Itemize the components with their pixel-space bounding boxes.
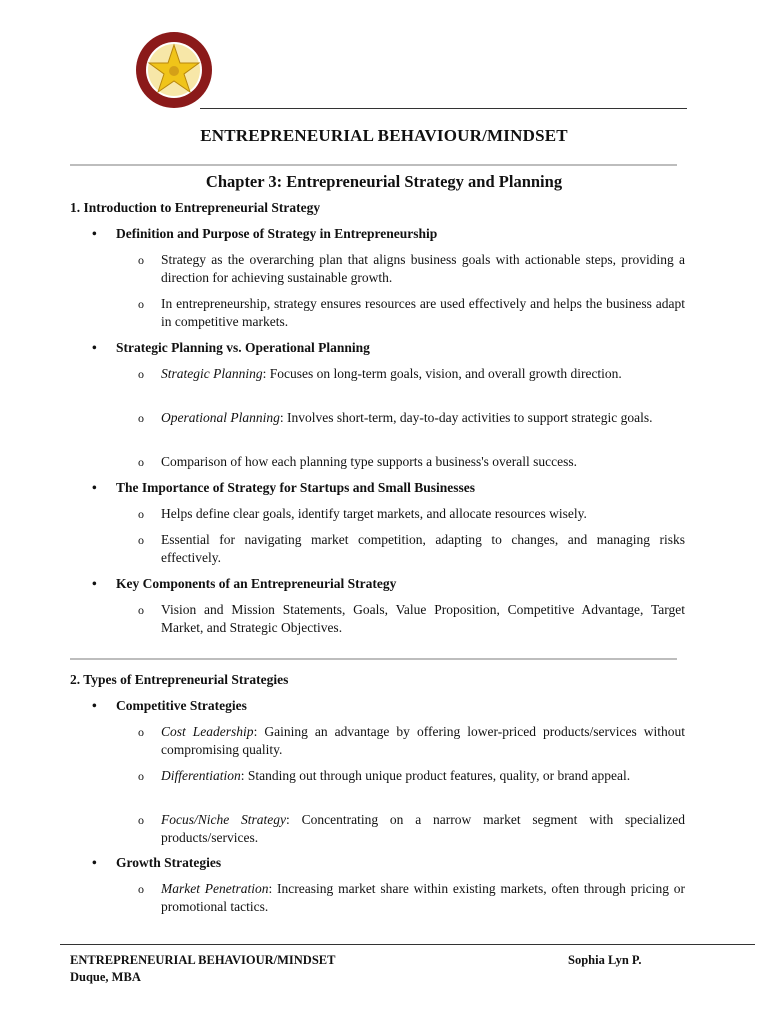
- sub-item: o Strategic Planning: Focuses on long-term goals, vision, and overall growth direction.: [138, 366, 622, 381]
- footer-author-last: Duque, MBA: [70, 970, 141, 984]
- footer-rule: [60, 944, 755, 945]
- section-heading: 1. Introduction to Entrepreneurial Strategy: [70, 200, 321, 215]
- sub-item: o Market Penetration: Increasing market share within existing markets, often through pricing or promotional tactics.: [138, 881, 685, 914]
- sub-item: o Comparison of how each planning type supports a business's overall success.: [138, 454, 577, 469]
- section-divider: [70, 658, 677, 660]
- footer-course: ENTREPRENEURIAL BEHAVIOUR/MINDSET: [70, 953, 336, 967]
- document-title: ENTREPRENEURIAL BEHAVIOUR/MINDSET: [200, 126, 568, 145]
- sub-item: o Focus/Niche Strategy: Concentrating on a narrow market segment with specialized products/services.: [138, 812, 685, 845]
- header-rule: [200, 108, 687, 109]
- title-divider: [70, 164, 677, 166]
- sub-item: o Vision and Mission Statements, Goals, Value Proposition, Competitive Advantage, Target Market, and Strategic Objectives.: [138, 602, 685, 635]
- sub-item: o In entrepreneurship, strategy ensures resources are used effectively and helps the business adapt in competitive markets.: [138, 296, 685, 329]
- sub-item: o Cost Leadership: Gaining an advantage by offering lower-priced products/services without compromising quality.: [138, 724, 686, 757]
- chapter-title: Chapter 3: Entrepreneurial Strategy and Planning: [205, 172, 563, 191]
- university-seal-icon: [128, 30, 220, 114]
- section-heading: 2. Types of Entrepreneurial Strategies: [70, 672, 289, 687]
- sub-item: o Essential for navigating market competition, adapting to changes, and managing risks effectively.: [138, 532, 685, 565]
- sub-item: o Differentiation: Standing out through unique product features, quality, or brand appeal.: [138, 768, 631, 783]
- footer-author-first: Sophia Lyn P.: [568, 953, 642, 967]
- sub-item: o Helps define clear goals, identify target markets, and allocate resources wisely.: [138, 506, 587, 521]
- sub-item: o Strategy as the overarching plan that aligns business goals with actionable steps, providing a direction for achieving sustainable growth.: [138, 252, 685, 285]
- sub-item: o Operational Planning: Involves short-term, day-to-day activities to support strategic goals.: [138, 410, 653, 425]
